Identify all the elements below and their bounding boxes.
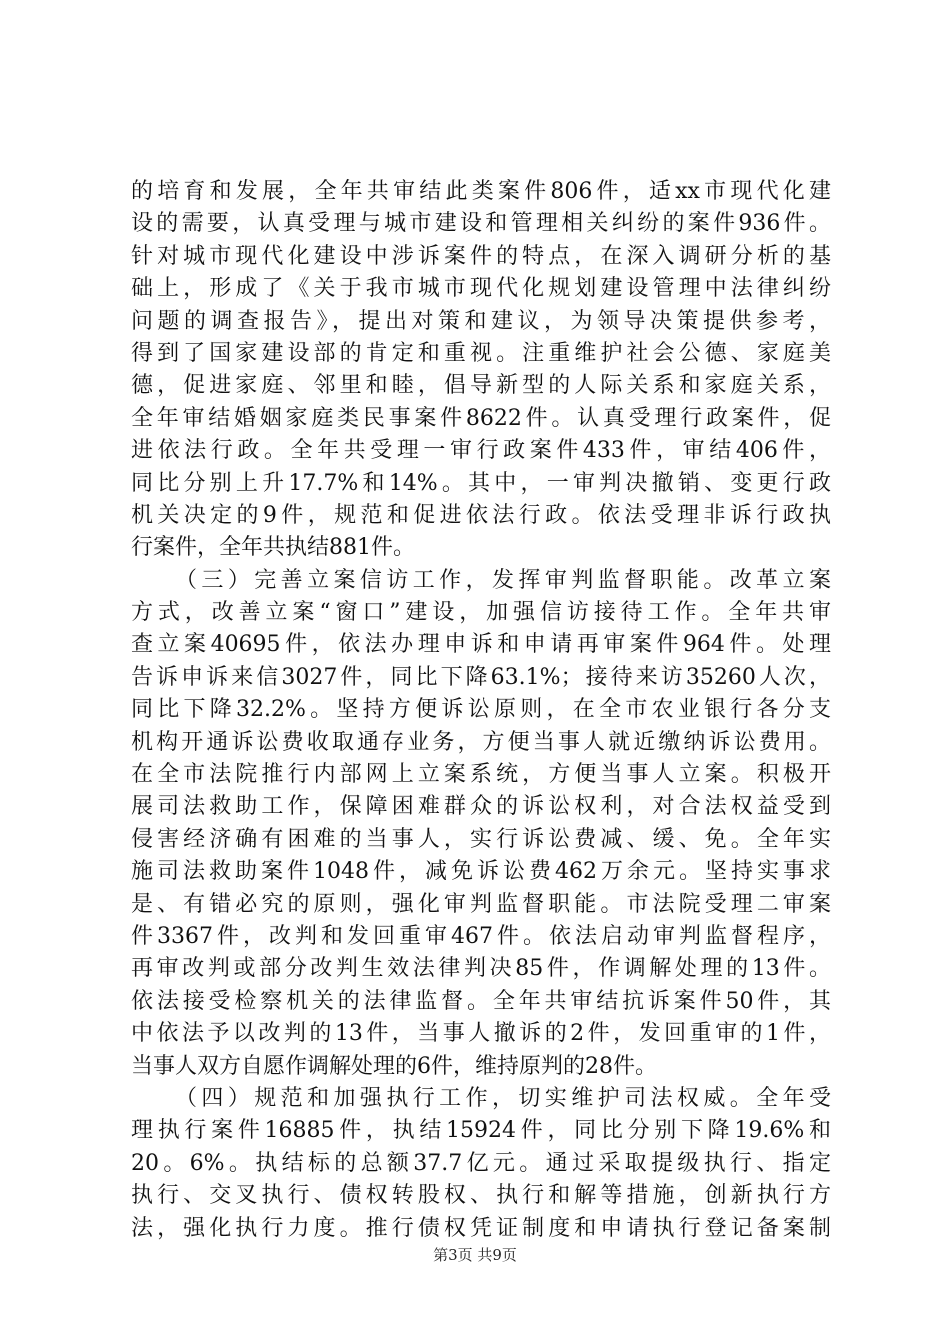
paragraph-line: 再审改判或部分改判生效法律判决85件，作调解处理的13件。 (131, 956, 831, 982)
paragraph-line: 的培育和发展，全年共审结此类案件806件，适xx市现代化建 (131, 179, 831, 204)
paragraph-line: 在全市法院推行内部网上立案系统，方便当事人立案。积极开 (131, 762, 831, 788)
paragraph-line: 机关决定的9件，规范和促进依法行政。依法受理非诉行政执 (131, 502, 831, 528)
paragraph-line: 展司法救助工作，保障困难群众的诉讼权利，对合法权益受到 (131, 794, 831, 820)
paragraph-line: 是、有错必究的原则，强化审判监督职能。市法院受理二审案 (131, 891, 831, 917)
section-heading-line: （四）规范和加强执行工作，切实维护司法权威。全年受 (175, 1085, 831, 1111)
paragraph-line: 础上，形成了《关于我市城市现代化规划建设管理中法律纠纷 (131, 276, 831, 302)
document-body (131, 176, 831, 1245)
paragraph-line: 查立案40695件，依法办理申诉和申请再审案件964件。处理 (131, 632, 831, 658)
paragraph-line: 依法接受检察机关的法律监督。全年共审结抗诉案件50件，其 (131, 988, 831, 1014)
paragraph-line: 方式，改善立案“窗口”建设，加强信访接待工作。全年共审 (131, 600, 831, 626)
paragraph-line: 当事人双方自愿作调解处理的6件，维持原判的28件。 (131, 1053, 657, 1079)
paragraph-line: 同比下降32.2%。坚持方便诉讼原则，在全市农业银行各分支 (131, 697, 831, 723)
paragraph-line: 行案件，全年共执结881件。 (131, 535, 415, 561)
paragraph-line: 德，促进家庭、邻里和睦，倡导新型的人际关系和家庭关系， (131, 373, 831, 399)
paragraph-line: 针对城市现代化建设中涉诉案件的特点，在深入调研分析的基 (131, 243, 831, 269)
paragraph-line: 机构开通诉讼费收取通存业务，方便当事人就近缴纳诉讼费用。 (131, 729, 831, 755)
paragraph-line: 执行、交叉执行、债权转股权、执行和解等措施，创新执行方 (131, 1183, 831, 1209)
paragraph-line: 侵害经济确有困难的当事人，实行诉讼费减、缓、免。全年实 (131, 826, 831, 852)
paragraph-line: 法，强化执行力度。推行债权凭证制度和申请执行登记备案制 (131, 1215, 831, 1241)
paragraph-line: 理执行案件16885件，执结15924件，同比分别下降19.6%和 (131, 1118, 831, 1144)
paragraph-line: 得到了国家建设部的肯定和重视。注重维护社会公德、家庭美 (131, 340, 831, 366)
paragraph-line: 件3367件，改判和发回重审467件。依法启动审判监督程序， (131, 923, 831, 949)
paragraph-line: 20。6%。执结标的总额37.7亿元。通过采取提级执行、指定 (131, 1150, 831, 1176)
paragraph-line: 问题的调查报告》，提出对策和建议，为领导决策提供参考， (131, 308, 831, 334)
paragraph-line: 进依法行政。全年共受理一审行政案件433件，审结406件， (131, 438, 831, 464)
paragraph-line: 施司法救助案件1048件，减免诉讼费462万余元。坚持实事求 (131, 859, 831, 885)
paragraph-line: 告诉申诉来信3027件，同比下降63.1%；接待来访35260人次， (131, 664, 831, 690)
paragraph-line: 设的需要，认真受理与城市建设和管理相关纠纷的案件936件。 (131, 211, 831, 237)
paragraph-line: 同比分别上升17.7%和14%。其中，一审判决撤销、变更行政 (131, 470, 831, 496)
paragraph-line: 中依法予以改判的13件，当事人撤诉的2件，发回重审的1件， (131, 1021, 831, 1047)
section-heading-line: （三）完善立案信访工作，发挥审判监督职能。改革立案 (175, 567, 831, 593)
paragraph-line: 全年审结婚姻家庭类民事案件8622件。认真受理行政案件，促 (131, 405, 831, 431)
page-number-footer: 第3页 共9页 (433, 1246, 517, 1264)
